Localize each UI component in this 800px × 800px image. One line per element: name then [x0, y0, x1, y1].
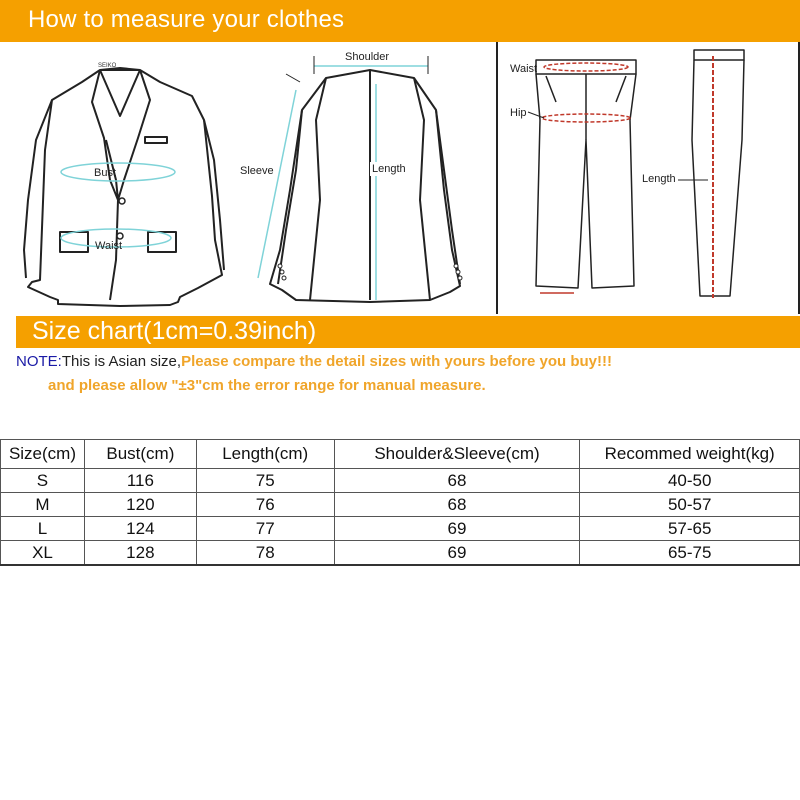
jacket-back-measures — [258, 56, 428, 300]
cell-weight: 40-50 — [580, 469, 800, 493]
header-length: Length(cm) — [196, 440, 334, 469]
shoulder-label: Shoulder — [345, 51, 390, 63]
note-mid: This is Asian size, — [61, 353, 182, 370]
cell-weight: 65-75 — [580, 541, 800, 566]
cell-length: 75 — [196, 469, 334, 493]
bust-label: Bust — [94, 167, 117, 179]
measurement-figures — [0, 42, 800, 314]
note-prefix: NOTE: — [16, 353, 62, 370]
jacket-back-illustration — [270, 70, 460, 302]
pants-side-measure — [678, 56, 713, 298]
table-row — [1, 517, 800, 541]
size-table — [0, 439, 800, 566]
hip-pointer — [528, 112, 544, 118]
sleeve-label: Sleeve — [240, 165, 274, 177]
collar-tag: SEIKO — [98, 63, 117, 69]
header-bust: Bust(cm) — [84, 440, 196, 469]
note-rest: Please compare the detail sizes with yours before you buy!!! — [181, 353, 613, 370]
header-weight: Recommed weight(kg) — [580, 440, 800, 469]
size-chart-title: Size chart(1cm=0.39inch) — [32, 317, 317, 345]
cell-weight: 57-65 — [580, 517, 800, 541]
cell-length: 76 — [196, 493, 334, 517]
cell-size: M — [1, 493, 85, 517]
cell-length: 78 — [196, 541, 334, 566]
header-shoulder-sleeve: Shoulder&Sleeve(cm) — [334, 440, 580, 469]
cell-length: 77 — [196, 517, 334, 541]
hip-label: Hip — [510, 107, 527, 119]
page-title: How to measure your clothes — [28, 6, 345, 33]
waist-label: Waist — [95, 240, 123, 252]
cell-bust: 128 — [84, 541, 196, 566]
table-header-row — [1, 440, 800, 469]
cell-bust: 124 — [84, 517, 196, 541]
cell-shoulder-sleeve: 68 — [334, 493, 580, 517]
header-bar — [0, 0, 800, 42]
cell-shoulder-sleeve: 69 — [334, 517, 580, 541]
cell-size: XL — [1, 541, 85, 566]
cell-size: S — [1, 469, 85, 493]
cell-shoulder-sleeve: 69 — [334, 541, 580, 566]
jacket-length-label: Length — [372, 163, 406, 175]
size-note-line2: and please allow "±3"cm the error range for manual measure. — [48, 377, 486, 394]
cell-bust: 116 — [84, 469, 196, 493]
cell-weight: 50-57 — [580, 493, 800, 517]
cell-shoulder-sleeve: 68 — [334, 469, 580, 493]
cell-bust: 120 — [84, 493, 196, 517]
table-row — [1, 493, 800, 517]
table-row — [1, 541, 800, 566]
pants-front-illustration — [536, 60, 636, 288]
pants-length-label: Length — [642, 173, 676, 185]
pants-waist-label: Waist — [510, 63, 538, 75]
size-note — [16, 352, 612, 372]
header-size: Size(cm) — [1, 440, 85, 469]
figure-divider — [496, 42, 498, 314]
pants-side-illustration — [692, 50, 744, 296]
cell-size: L — [1, 517, 85, 541]
table-row — [1, 469, 800, 493]
size-chart-banner — [16, 316, 800, 348]
jacket-front-illustration — [24, 68, 224, 306]
